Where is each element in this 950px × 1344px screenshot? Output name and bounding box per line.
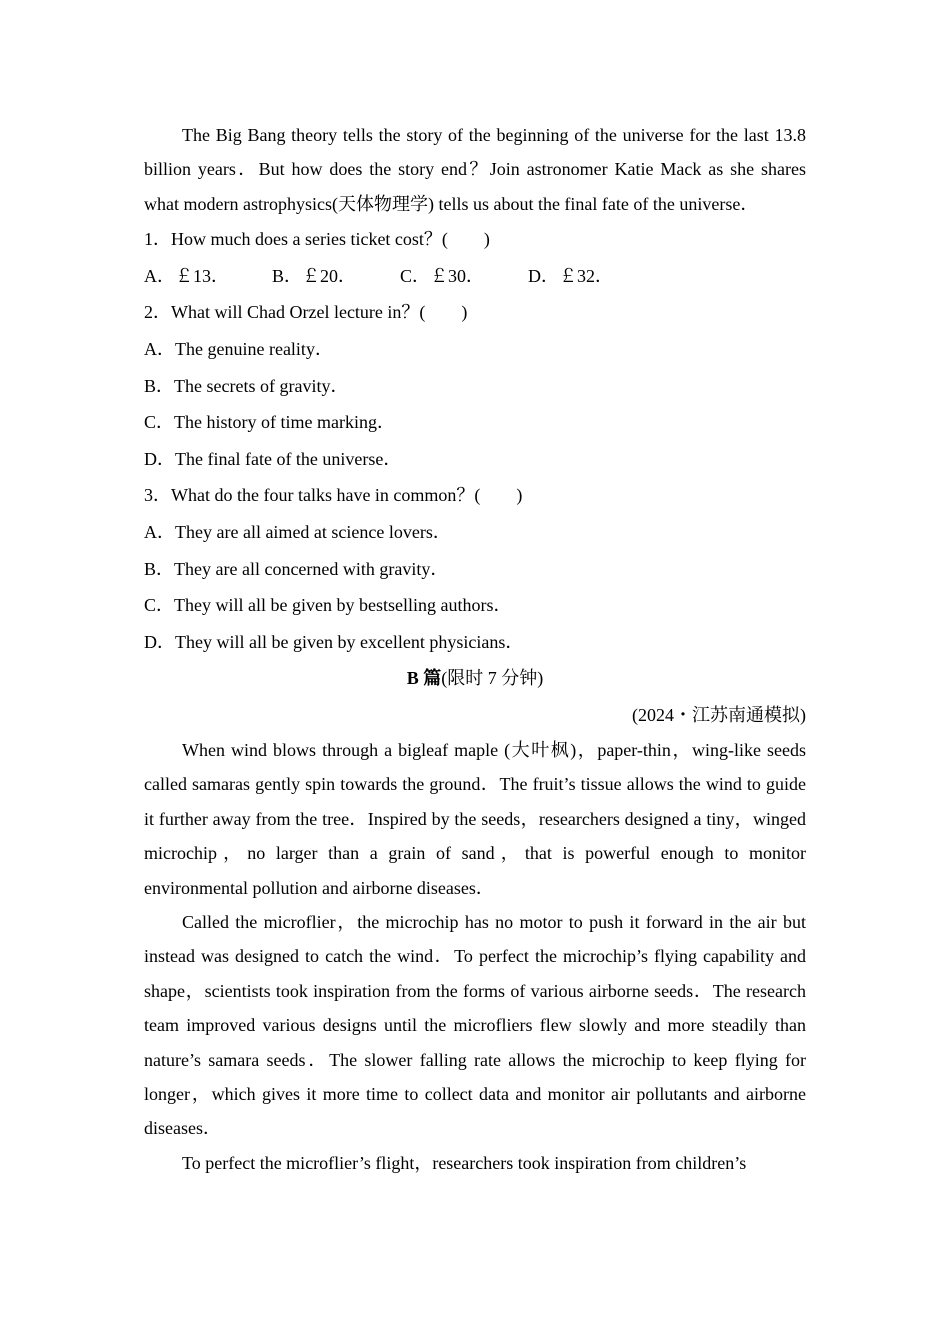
section-b-source: (2024・江苏南通模拟) <box>632 704 806 725</box>
question-3-option-b: B．They are all concerned with gravity． <box>144 558 449 579</box>
passage-a-closing-paragraph: The Big Bang theory tells the story of the beginning of the universe for the last 13.8 billion years．But how does the story end？Join astronomer Katie Mack as she shares what modern astrophysics(天体物理学) tells us about the final fate of the universe． <box>144 125 806 214</box>
question-2-option-b: B．The secrets of gravity． <box>144 375 349 396</box>
question-2-option-d: D．The final fate of the universe． <box>144 448 402 469</box>
question-2-stem: 2．What will Chad Orzel lecture in？( ) <box>144 302 468 323</box>
question-1-option-c: C．￡30． <box>400 265 485 286</box>
section-b-time-limit: (限时 7 分钟) <box>441 668 544 689</box>
section-b-paragraph-2: Called the microflier，the microchip has no motor to push it forward in the air but instead was designed to catch the wind．To perfect the microchip’s flying capability and shape，scientists took inspiration from the forms of various airborne seeds．The research team improved various designs until the microfliers flew slowly and more steadily than nature’s samara seeds．The slower falling rate allows the microchip to keep flying for longer，which gives it more time to collect data and monitor air pollutants and airborne diseases． <box>144 911 806 1139</box>
question-3-option-a: A．They are all aimed at science lovers． <box>144 521 451 542</box>
question-1-option-b: B．￡20． <box>272 265 357 286</box>
question-1-options <box>144 258 806 295</box>
question-2 <box>144 294 806 477</box>
question-2-option-c: C．The history of time marking． <box>144 412 395 433</box>
question-2-option-a: A．The genuine reality． <box>144 339 333 359</box>
question-3-option-c: C．They will all be given by bestselling authors． <box>144 595 512 616</box>
section-b-title <box>144 660 806 697</box>
question-1-option-d: D．￡32． <box>528 265 613 286</box>
section-b-paragraph-1: When wind blows through a bigleaf maple (大叶枫)，paper-thin，wing-like seeds called samaras gently spin towards the ground．The fruit’s tissue allows the wind to guide it further away from the tree．Inspired by the seeds，researchers designed a tiny，winged microchip，no larger than a grain of sand，that is powerful enough to monitor environmental pollution and airborne diseases． <box>144 739 806 898</box>
section-b-paragraph-3: To perfect the microflier’s flight，researchers took inspiration from children’s <box>182 1152 747 1173</box>
question-3-option-d: D．They will all be given by excellent physicians． <box>144 631 524 652</box>
section-b-label: B 篇 <box>406 668 442 689</box>
question-1 <box>144 221 806 294</box>
page-content <box>144 118 806 1180</box>
question-3 <box>144 477 806 660</box>
question-1-stem: 1．How much does a series ticket cost？( ) <box>144 229 490 250</box>
question-3-stem: 3．What do the four talks have in common？( ) <box>144 485 523 506</box>
question-1-option-a: A．￡13． <box>144 265 229 286</box>
